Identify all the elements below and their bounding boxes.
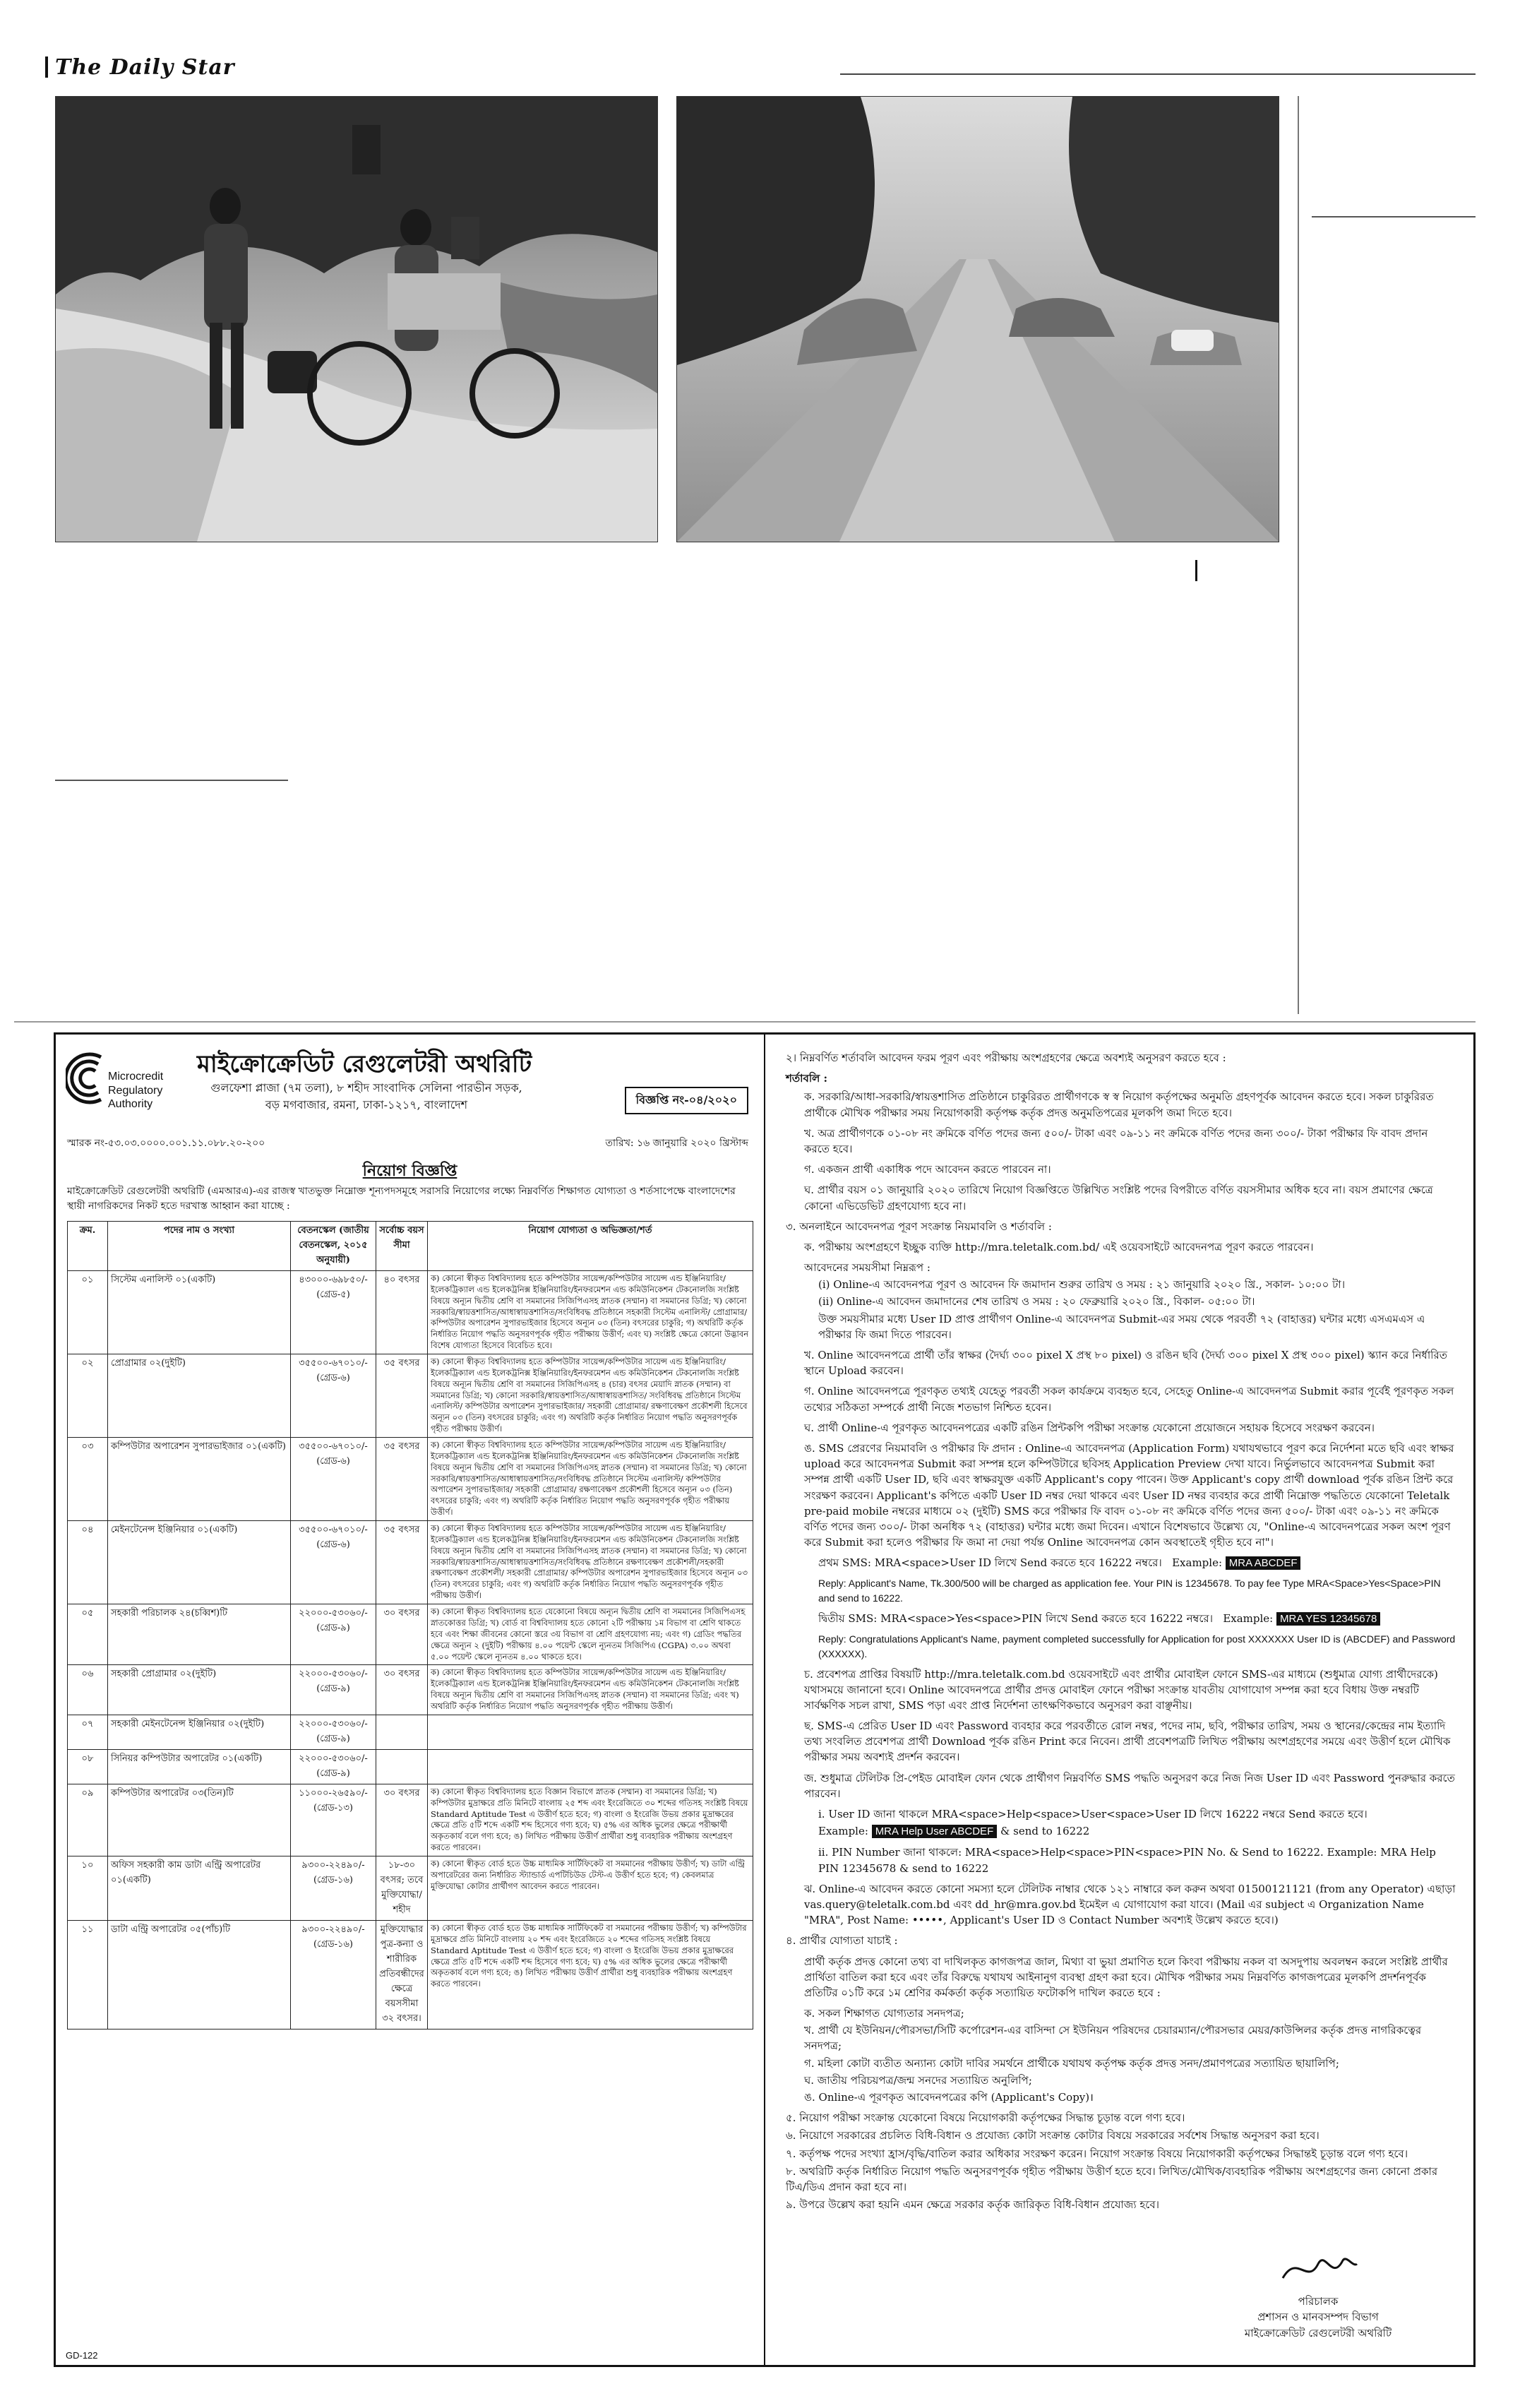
table-row bbox=[68, 1665, 753, 1715]
condition-ka: ক. সরকারি/আধা-সরকারি/স্বায়ত্তশাসিত প্রতিষ্ঠানে চাকুরিরত প্রার্থীগণকে স্ব স্ব নিয়োগ কর্তৃপক্ষের অনুমতি গ্রহণপূর্বক আবেদন করতে হবে। সকল চাকুরিরত প্রার্থীকে মৌখিক পরীক্ষার সময় নিয়োগকারী কর্তৃপক্ষ কর্তৃক প্রদত্ত অনুমতিপত্রের মূলকপি জমা দিতে হবে। bbox=[804, 1090, 1434, 1119]
header-requirements: নিয়োগ যোগ্যতা ও অভিজ্ঞতা/শর্ত bbox=[428, 1222, 753, 1271]
recovery-user-id: i. User ID জানা থাকলে MRA<space>Help<space>User<space>User ID লিখে 16222 নম্বরে Send করতে হবে। bbox=[818, 1808, 1368, 1820]
schedule-heading: আবেদনের সময়সীমা নিম্নরূপ : bbox=[804, 1261, 930, 1275]
schedule-start: (i) Online-এ আবেদনপত্র পূরণ ও আবেদন ফি জমাদান শুরুর তারিখ ও সময় : ২১ জানুয়ারি ২০২০ খ্রি., সকাল- ১০:০০ টা। bbox=[818, 1278, 1346, 1292]
condition-kha: খ. অত্র প্রার্থীগণকে ০১-০৮ নং ক্রমিকে বর্ণিত পদের জন্য ৫০০/- টাকা এবং ০৯-১১ নং ক্রমিকে বর্ণিত পদের জন্য ৩০০/- টাকা পরীক্ষার ফি বাবদ প্রদান করতে হবে। bbox=[804, 1126, 1428, 1155]
cell-scale: ৩৫৫০০-৬৭০১০/- (গ্রেড-৬) bbox=[291, 1438, 376, 1521]
photo-people-rickshaw bbox=[55, 96, 658, 542]
photo-rural-road bbox=[676, 96, 1279, 542]
table-row bbox=[68, 1271, 753, 1354]
clause-3-ka: ক. পরীক্ষায় অংশগ্রহণে ইচ্ছুক ব্যক্তি http://mra.teletalk.com.bd/ এই ওয়েবসাইটে আবেদনপত্র পূরণ করতে পারবেন। bbox=[804, 1240, 1314, 1253]
cell-serial: ০৫ bbox=[68, 1604, 108, 1665]
cell-scale: ১১০০০-২৬৫৯০/- (গ্রেড-১৩) bbox=[291, 1784, 376, 1856]
sms-second: দ্বিতীয় SMS: MRA<space>Yes<space>PIN লিখে Send করতে হবে 16222 নম্বরে। Example: MRA YES 12345678 bbox=[786, 1611, 1456, 1627]
cell-requirements: ক) কোনো স্বীকৃত বিশ্ববিদ্যালয় হতে বিজ্ঞান বিভাগে স্নাতক (সম্মান) বা সমমানের ডিগ্রি; খ) কম্পিউটার মুদ্রাক্ষরে প্রতি মিনিটে বাংলায় ২৫ শব্দ এবং ইংরেজিতে ৩০ শব্দের গতিসহ সংশ্লিষ্ট বিষয়ে Standard Aptitude Test এ উত্তীর্ণ হতে হবে; গ) বাংলা ও ইংরেজি উভয় প্রকার মুদ্রাক্ষরের ক্ষেত্রে প্রতি ৫টি শব্দে একটি শব্দ হিসেবে গণ্য হবে; ঘ) ৫% এর অধিক ভুলের ক্ষেত্রে পরীক্ষার্থী অকৃতকার্য বলে গণ্য হবে; ঙ) লিখিত পরীক্ষায় উত্তীর্ণ প্রার্থীরা শুধু ব্যবহারিক পরীক্ষায় অংশগ্রহণ করতে পারবেন। bbox=[428, 1784, 753, 1856]
cell-requirements bbox=[428, 1749, 753, 1784]
table-header-row bbox=[68, 1222, 753, 1271]
cell-requirements: ক) কোনো স্বীকৃত বিশ্ববিদ্যালয় হতে কম্পিউটার সায়েন্স/কম্পিউটার সায়েন্স এন্ড ইঞ্জিনিয়ারিং/ইলেকট্রিক্যাল এন্ড ইলেকট্রনিক্স ইঞ্জিনিয়ারিং/ইনফরমেশন এন্ড কমিউনিকেশন টেকনোলজি সংশ্লিষ্ট বিষয়ে অন্যূন দ্বিতীয় শ্রেণি বা সমমানের সিজিপিএসহ ৪ (চার) বৎসর মেয়াদি স্নাতক (সম্মান) বা সমমানের ডিগ্রি; খ) কোনো সরকারি/স্বায়ত্তশাসিত/আধাস্বায়ত্তশাসিত/ সংবিধিবদ্ধ প্রতিষ্ঠানে সিস্টেম এনালিস্ট/ কম্পিউটার অপারেশন সুপারভাইজার/ সহকারী প্রোগ্রামার/ রক্ষণাবেক্ষণ প্রকৌশলী হিসেবে অন্যূন ০৩ (তিন) বৎসরের চাকুরি; এবং গ) অথরিটি কর্তৃক নির্ধারিত নিয়োগ পদ্ধতি অনুসরণপূর্বক গৃহীত পরীক্ষায় উত্তীর্ণ। bbox=[428, 1354, 753, 1438]
masthead-divider bbox=[45, 56, 48, 78]
cell-age: ৩৫ বৎসর bbox=[376, 1521, 428, 1604]
table-row bbox=[68, 1749, 753, 1784]
cell-post: সহকারী মেইনটেনেন্স ইঞ্জিনিয়ার ০২(দুইটি) bbox=[108, 1715, 291, 1749]
clause-4-body: প্রার্থী কর্তৃক প্রদত্ত কোনো তথ্য বা দাখিলকৃত কাগজপত্র জাল, মিথ্যা বা ভুয়া প্রমাণিত হলে কিংবা পরীক্ষায় নকল বা অসদুপায় অবলম্বন করলে সংশ্লিষ্ট প্রার্থীর প্রার্থিতা বাতিল করা হবে এবং তাঁর বিরুদ্ধে যথাযথ আইনানুগ ব্যবস্থা গ্রহণ করা হবে। মৌখিক পরীক্ষার সময় নিম্নবর্ণিত কাগজপত্রের মূলকপি প্রদর্শনপূর্বক প্রতিটির ০১টি করে ১ম শ্রেণির কর্মকর্তা কর্তৃক সত্যায়িত ফটোকপি দাখিল করতে হবে : bbox=[804, 1955, 1448, 1999]
clause-3-jha: ঝ. Online-এ আবেদন করতে কোনো সমস্যা হলে টেলিটক নাম্বার থেকে ১২১ নাম্বারে কল করুন অথবা 01500121121 (from any Operator) এছাড়া vas.query@teletalk.com.bd এবং dd_hr@mra.gov.bd ইমেইল এ যোগাযোগ করা যাবে। (Mail এর subject এ Organization Name "MRA", Post Name: •••••, Applicant's User ID ও Contact Number অবশ্যই উল্লেখ করতে হবে।) bbox=[804, 1882, 1456, 1927]
condition-gha: ঘ. প্রার্থীর বয়স ০১ জানুয়ারি ২০২০ তারিখে নিয়োগ বিজ্ঞপ্তিতে উল্লিখিত সংশ্লিষ্ট পদের বিপরীতে বর্ণিত বয়সসীমার অধিক হবে না। বয়স প্রমাণের ক্ষেত্রে কোনো এভিডেভিট গ্রহণযোগ্য হবে না। bbox=[804, 1184, 1433, 1212]
cell-requirements: ক) কোনো স্বীকৃত বিশ্ববিদ্যালয় হতে যেকোনো বিষয়ে অন্যূন দ্বিতীয় শ্রেণি বা সমমানের সিজিপিএসহ স্নাতকোত্তর ডিগ্রি; খ) বোর্ড বা বিশ্ববিদ্যালয় হতে কোনো ২টি পরীক্ষায় ১ম বিভাগ বা শ্রেণি থাকতে হবে এবং শিক্ষা জীবনের কোনো স্তরে ৩য় বিভাগ বা শ্রেণি গ্রহণযোগ্য নয়; এবং গ) গ্রেডিং পদ্ধতির ক্ষেত্রে অন্যূন ২ (দুইটি) পরীক্ষায় ৪.০০ পয়েন্ট স্কেলে ন্যূনতম সিজিপিএ (CGPA) ৩.০০ অথবা ৫.০০ পয়েন্ট স্কেলে ন্যূনতম ৪.০০ থাকতে হবে। bbox=[428, 1604, 753, 1665]
cell-scale: ৯৩০০-২২৪৯০/- (গ্রেড-১৬) bbox=[291, 1920, 376, 2029]
table-row bbox=[68, 1604, 753, 1665]
memo-number: স্মারক নং-৫৩.০৩.০০০০.০০১.১১.০৮৮.২০-২০০ bbox=[67, 1138, 265, 1149]
sms-second-reply: Reply: Congratulations Applicant's Name, payment completed successfully for Application for post XXXXXXX User ID is (ABCDEF) and Password (XXXXXX). bbox=[818, 1633, 1456, 1659]
clause-3-ga: গ. Online আবেদনপত্রে পূরণকৃত তথ্যই যেহেতু পরবর্তী সকল কার্যক্রমে ব্যবহৃত হবে, সেহেতু Online-এ আবেদনপত্র Submit করার পূর্বেই পূরণকৃত সকল তথ্যের সঠিকতা সম্পর্কে প্রার্থী নিজে শতভাগ নিশ্চিত হবেন। bbox=[804, 1385, 1454, 1414]
header-scale: বেতনস্কেল (জাতীয় বেতনস্কেল, ২০১৫ অনুযায়ী) bbox=[291, 1222, 376, 1271]
cell-requirements: ক) কোনো স্বীকৃত বিশ্ববিদ্যালয় হতে কম্পিউটার সায়েন্স/কম্পিউটার সায়েন্স এন্ড ইঞ্জিনিয়ারিং/ইলেকট্রিক্যাল এন্ড ইলেকট্রনিক্স ইঞ্জিনিয়ারিং/ইনফরমেশন এন্ড কমিউনিকেশন টেকনোলজি সংশ্লিষ্ট বিষয়ে অন্যূন দ্বিতীয় শ্রেণি বা সমমানের সিজিপিএসহ স্নাতক (সম্মান) বা সমমানের ডিগ্রি; এবং খ) অথরিটি কর্তৃক নির্ধারিত নিয়োগ পদ্ধতি অনুসরণপূর্বক গৃহীত পরীক্ষায় উত্তীর্ণ। bbox=[428, 1665, 753, 1715]
cell-post: ডাটা এন্ট্রি অপারেটর ০৫(পাঁচ)টি bbox=[108, 1920, 291, 2029]
cell-scale: ৯৩০০-২২৪৯০/- (গ্রেড-১৬) bbox=[291, 1856, 376, 1920]
table-row bbox=[68, 1438, 753, 1521]
clause-3-cha: চ. প্রবেশপত্র প্রাপ্তির বিষয়টি http://mra.teletalk.com.bd ওয়েবসাইটে এবং প্রার্থীর মোবাইল ফোনে SMS-এর মাধ্যমে (শুধুমাত্র যোগ্য প্রার্থীদেরকে) যথাসময়ে জানানো হবে। Online আবেদনপত্রে প্রার্থীর প্রদত্ত মোবাইল ফোনে পরীক্ষা সংক্রান্ত যাবতীয় যোগাযোগ সম্পন্ন করা হবে বিধায় উক্ত নম্বরটি সার্বক্ষণিক সচল রাখা, SMS পড়া এবং প্রাপ্ত নির্দেশনা তাৎক্ষণিকভাবে অনুসরণ করা বাঞ্ছনীয়। bbox=[804, 1667, 1438, 1712]
masthead: The Daily Star bbox=[55, 55, 235, 80]
logo-text: Microcredit Regulatory Authority bbox=[108, 1071, 164, 1111]
clause-3-chha: ছ. SMS-এ প্রেরিত User ID এবং Password ব্যবহার করে পরবর্তীতে রোল নম্বর, পদের নাম, ছবি, পরীক্ষার তারিখ, সময় ও স্থানের/কেন্দ্রের নাম ইত্যাদি তথ্য সংবলিত প্রবেশপত্র প্রার্থী Download পূর্বক রঙিন Print করে নিবেন। প্রার্থী প্রবেশপত্রটি লিখিত পরীক্ষায় অংশগ্রহণের সময়ে এবং উত্তীর্ণ হলে মৌখিক পরীক্ষার সময় অবশ্যই প্রদর্শন করবেন। bbox=[804, 1719, 1451, 1764]
notice-date: তারিখ: ১৬ জানুয়ারি ২০২০ খ্রিস্টাব্দ bbox=[605, 1138, 748, 1149]
cell-scale: ২২০০০-৫৩০৬০/- (গ্রেড-৯) bbox=[291, 1749, 376, 1784]
clause-4-gha: ঘ. জাতীয় পরিচয়পত্র/জন্ম সনদের সত্যায়িত অনুলিপি; bbox=[804, 2073, 1032, 2087]
cell-serial: ০৩ bbox=[68, 1438, 108, 1521]
header-age: সর্বোচ্চ বয়স সীমা bbox=[376, 1222, 428, 1271]
table-row bbox=[68, 1715, 753, 1749]
sms-second-example-code: MRA YES 12345678 bbox=[1276, 1612, 1380, 1626]
job-advertisement bbox=[54, 1032, 1476, 2367]
cell-requirements: ক) কোনো স্বীকৃত বিশ্ববিদ্যালয় হতে কম্পিউটার সায়েন্স/কম্পিউটার সায়েন্স এন্ড ইঞ্জিনিয়ারিং/ইলেকট্রিক্যাল এন্ড ইলেকট্রনিক্স ইঞ্জিনিয়ারিং/ইনফরমেশন এন্ড কমিউনিকেশন টেকনোলজি সংশ্লিষ্ট বিষয়ে অন্যূন দ্বিতীয় শ্রেণি বা সমমানের সিজিপিএসহ স্নাতক (সম্মান) বা সমমানের ডিগ্রি; খ) কোনো সরকারি/স্বায়ত্তশাসিত/আধাস্বায়ত্তশাসিত/সংবিধিবদ্ধ প্রতিষ্ঠানে সহকারী সিস্টেম এনালিস্ট/ প্রোগ্রামার/কম্পিউটার অপারেশন সুপারভাইজার হিসেবে অন্যূন ০৩ (তিন) বৎসরের চাকুরি; গ) অথরিটি কর্তৃক নির্ধারিত নিয়োগ পদ্ধতি অনুসরণপূর্বক গৃহীত পরীক্ষায় উত্তীর্ণ; এবং ঘ) সংশ্লিষ্ট ক্ষেত্রে কোনো উদ্ভাবন বিশেষ যোগ্যতা হিসেবে বিবেচিত হবে। bbox=[428, 1271, 753, 1354]
cell-age bbox=[376, 1749, 428, 1784]
table-row bbox=[68, 1784, 753, 1856]
cell-scale: ২২০০০-৫৩০৬০/- (গ্রেড-৯) bbox=[291, 1665, 376, 1715]
clause-3-kha: খ. Online আবেদনপত্রে প্রার্থী তাঁর স্বাক্ষর (দৈর্ঘ্য ৩০০ pixel X প্রস্থ ৮০ pixel) ও রঙিন ছবি (দৈর্ঘ্য ৩০০ pixel X প্রস্থ ৩০০ pixel) স্ক্যান করে নির্ধারিত স্থানে Upload করবেন। bbox=[804, 1349, 1447, 1378]
cell-serial: ০২ bbox=[68, 1354, 108, 1438]
cell-serial: ০১ bbox=[68, 1271, 108, 1354]
cell-age: ৩৫ বৎসর bbox=[376, 1354, 428, 1438]
cell-age: ৩০ বৎসর bbox=[376, 1604, 428, 1665]
cell-serial: ১০ bbox=[68, 1856, 108, 1920]
cell-requirements: ক) কোনো স্বীকৃত বিশ্ববিদ্যালয় হতে কম্পিউটার সায়েন্স/কম্পিউটার সায়েন্স এন্ড ইঞ্জিনিয়ারিং/ইলেকট্রিক্যাল এন্ড ইলেকট্রনিক্স ইঞ্জিনিয়ারিং/ইনফরমেশন এন্ড কমিউনিকেশন টেকনোলজি সংশ্লিষ্ট বিষয়ে অন্যূন দ্বিতীয় শ্রেণি বা সমমানের সিজিপিএসহ স্নাতক (সম্মান) বা সমমানের ডিগ্রি; খ) কোনো সরকারি/স্বায়ত্তশাসিত/আধাস্বায়ত্তশাসিত/সংবিধিবদ্ধ প্রতিষ্ঠানে সিস্টেম এনালিস্ট/ কম্পিউটার অপারেশন সুপারভাইজার/ সহকারী প্রোগ্রামার/ রক্ষণাবেক্ষণ প্রকৌশলী হিসেবে অন্যূন ০৩ (তিন) বৎসরের চাকুরি; এবং গ) অথরিটি কর্তৃক নির্ধারিত নিয়োগ পদ্ধতি অনুসরণপূর্বক গৃহীত পরীক্ষায় উত্তীর্ণ। bbox=[428, 1438, 753, 1521]
clause-5: ৫. নিয়োগ পরীক্ষা সংক্রান্ত যেকোনো বিষয়ে নিয়োগকারী কর্তৃপক্ষের সিদ্ধান্ত চূড়ান্ত বলে গণ্য হবে। bbox=[786, 2111, 1185, 2125]
signature-icon bbox=[1276, 2246, 1360, 2289]
clause-4-kha: খ. প্রার্থী যে ইউনিয়ন/পৌরসভা/সিটি কর্পোরেশন-এর বাসিন্দা সে ইউনিয়ন পরিষদের চেয়ারম্যান/পৌরসভার মেয়র/কাউন্সিলর কর্তৃক প্রদত্ত নাগরিকত্বের সনদপত্র; bbox=[804, 2024, 1422, 2053]
column-rule bbox=[1298, 96, 1299, 1014]
table-row bbox=[68, 1354, 753, 1438]
cell-requirements: ক) কোনো স্বীকৃত বিশ্ববিদ্যালয় হতে কম্পিউটার সায়েন্স/কম্পিউটার সায়েন্স এন্ড ইঞ্জিনিয়ারিং/ইলেকট্রিক্যাল এন্ড ইলেকট্রনিক্স ইঞ্জিনিয়ারিং/ইনফরমেশন এন্ড কমিউনিকেশন টেকনোলজি সংশ্লিষ্ট বিষয়ে অন্যূন দ্বিতীয় শ্রেণি বা সমমানের সিজিপিএসহ স্নাতক (সম্মান) বা সমমানের ডিগ্রি; খ) কোনো সরকারি/স্বায়ত্তশাসিত/আধাস্বায়ত্তশাসিত/সংবিধিবদ্ধ প্রতিষ্ঠানে রক্ষণাবেক্ষণ প্রকৌশলী/সহকারী রক্ষণাবেক্ষণ প্রকৌশলী/ সহকারী প্রোগ্রামার/ কম্পিউটার অপারেশন সুপারভাইজার হিসেবে অন্যূন ০৩ (তিন) বৎসরের চাকুরি; এবং গ) অথরিটি কর্তৃক নির্ধারিত নিয়োগ পদ্ধতি অনুসরণপূর্বক গৃহীত পরীক্ষায় উত্তীর্ণ। bbox=[428, 1521, 753, 1604]
cell-scale: ২২০০০-৫৩০৬০/- (গ্রেড-৯) bbox=[291, 1604, 376, 1665]
ad-right-column bbox=[769, 1035, 1473, 2365]
table-row bbox=[68, 1920, 753, 2029]
cell-post: কম্পিউটার অপারেশন সুপারভাইজার ০১(একটি) bbox=[108, 1438, 291, 1521]
organization-address: গুলফেশা প্লাজা (৭ম তলা), ৮ শহীদ সাংবাদিক সেলিনা পারভীন সড়ক, বড় মগবাজার, রমনা, ঢাকা-১২১৭, বাংলাদেশ bbox=[210, 1081, 522, 1111]
schedule-note: উক্ত সময়সীমার মধ্যে User ID প্রাপ্ত প্রার্থীগণ Online-এ আবেদনপত্র Submit-এর সময় থেকে পরবর্তী ৭২ (বাহাত্তর) ঘন্টার মধ্যে এসএমএস এ পরীক্ষার ফি জমা দিতে পারবেন। bbox=[818, 1312, 1425, 1341]
cell-age bbox=[376, 1715, 428, 1749]
cell-serial: ০৬ bbox=[68, 1665, 108, 1715]
cell-age: ৩০ বৎসর bbox=[376, 1665, 428, 1715]
notice-heading: নিয়োগ বিজ্ঞপ্তি bbox=[362, 1162, 457, 1180]
schedule-end: (ii) Online-এ আবেদন জমাদানের শেষ তারিখ ও সময় : ২০ ফেব্রুয়ারি ২০২০ খ্রি., বিকাল- ০৫:০০ টা। bbox=[818, 1295, 1255, 1309]
signatory-dept: প্রশাসন ও মানবসম্পদ বিভাগ bbox=[1257, 2311, 1379, 2323]
cell-age: ৪০ বৎসর bbox=[376, 1271, 428, 1354]
sms-first-example-code: MRA ABCDEF bbox=[1226, 1556, 1301, 1570]
notice-number: বিজ্ঞপ্তি নং-০৪/২০২০ bbox=[625, 1087, 748, 1114]
clause-3-gha: ঘ. প্রার্থী Online-এ পূরণকৃত আবেদনপত্রের একটি রঙিন প্রিন্টকপি পরীক্ষা সংক্রান্ত যেকোনো প্রয়োজনে সহায়ক হিসেবে সংরক্ষণ করবেন। bbox=[804, 1421, 1375, 1434]
clause-4: ৪. প্রার্থীর যোগ্যতা যাচাই : bbox=[786, 1934, 898, 1948]
cell-post: অফিস সহকারী কাম ডাটা এন্ট্রি অপারেটর ০১(একটি) bbox=[108, 1856, 291, 1920]
signatory-org: মাইক্রোক্রেডিট রেগুলেটরী অথরিটি bbox=[1244, 2326, 1392, 2340]
clause-7: ৭. কর্তৃপক্ষ পদের সংখ্যা হ্রাস/বৃদ্ধি/বাতিল করার অধিকার সংরক্ষণ করেন। নিয়োগ সংক্রান্ত বিষয়ে নিয়োগকারী কর্তৃপক্ষের সিদ্ধান্তই চূড়ান্ত বলে গণ্য হবে। bbox=[786, 2147, 1408, 2160]
clause-8: ৮. অথরিটি কর্তৃক নির্ধারিত নিয়োগ পদ্ধতি অনুসরণপূর্বক গৃহীত পরীক্ষায় উত্তীর্ণ হতে হবে। লিখিত/মৌখিক/ব্যবহারিক পরীক্ষায় অংশগ্রহণের জন্য কোনো প্রকার টিএ/ডিএ প্রদান করা হবে না। bbox=[786, 2164, 1438, 2193]
cell-post: কম্পিউটার অপারেটর ০৩(তিন)টি bbox=[108, 1784, 291, 1856]
clause-2: ২। নিম্নবর্ণিত শর্তাবলি আবেদন ফরম পূরণ এবং পরীক্ষায় অংশগ্রহণের ক্ষেত্রে অবশ্যই অনুসরণ করতে হবে : bbox=[786, 1051, 1226, 1064]
ad-left-column bbox=[56, 1035, 765, 2365]
gd-number: GD-122 bbox=[66, 2350, 98, 2361]
cell-serial: ০৯ bbox=[68, 1784, 108, 1856]
cell-serial: ০৪ bbox=[68, 1521, 108, 1604]
cell-post: প্রোগ্রামার ০২(দুইটি) bbox=[108, 1354, 291, 1438]
clause-6: ৬. নিয়োগে সরকারের প্রচলিত বিধি-বিধান ও প্রযোজ্য কোটা সংক্রান্ত কোটার বিষয়ে সরকারের সর্বশেষ সিদ্ধান্ত অনুসরণ করা হবে। bbox=[786, 2129, 1319, 2142]
section-divider bbox=[14, 1021, 1476, 1023]
clause-9: ৯. উপরে উল্লেখ করা হয়নি এমন ক্ষেত্রে সরকার কর্তৃক জারিকৃত বিধি-বিধান প্রযোজ্য হবে। bbox=[786, 2198, 1160, 2212]
cell-age: ৩০ বৎসর bbox=[376, 1784, 428, 1856]
cell-serial: ১১ bbox=[68, 1920, 108, 2029]
cell-scale: ৪৩০০০-৬৯৮৫০/- (গ্রেড-৫) bbox=[291, 1271, 376, 1354]
column-divider bbox=[1312, 216, 1476, 217]
cell-post: মেইনটেনেন্স ইঞ্জিনিয়ার ০১(একটি) bbox=[108, 1521, 291, 1604]
cell-scale: ২২০০০-৫৩০৬০/- (গ্রেড-৯) bbox=[291, 1715, 376, 1749]
signatory-role: পরিচালক bbox=[1298, 2294, 1339, 2308]
clause-3: ৩. অনলাইনে আবেদনপত্র পূরণ সংক্রান্ত নিয়মাবলি ও শর্তাবলি : bbox=[786, 1220, 1052, 1233]
cell-age: ৩৫ বৎসর bbox=[376, 1438, 428, 1521]
column-mark bbox=[1195, 560, 1197, 581]
recovery-example-code: MRA Help User ABCDEF bbox=[872, 1825, 998, 1838]
cell-age: ১৮-৩০ বৎসর; তবে মুক্তিযোদ্ধা/শহীদ bbox=[376, 1856, 428, 1920]
cell-post: সহকারী প্রোগ্রামার ০২(দুইটি) bbox=[108, 1665, 291, 1715]
clause-4-nga: ঙ. Online-এ পূরণকৃত আবেদনপত্রের কপি (Applicant's Copy)। bbox=[804, 2091, 1094, 2104]
notice-intro: মাইক্রোক্রেডিট রেগুলেটরী অথরিটি (এমআরএ)-এর রাজস্ব খাতভুক্ত নিম্নোক্ত শূন্যপদসমূহে সরাসরি নিয়োগের লক্ষ্যে নিম্নবর্ণিত শিক্ষাগত যোগ্যতা ও শর্তসাপেক্ষে বাংলাদেশের স্থায়ী নাগরিকদের নিকট হতে দরখাস্ত আহ্বান করা যাচ্ছে : bbox=[67, 1186, 736, 1212]
header-post: পদের নাম ও সংখ্যা bbox=[108, 1222, 291, 1271]
clause-4-ka: ক. সকল শিক্ষাগত যোগ্যতার সনদপত্র; bbox=[804, 2007, 964, 2020]
clause-3-ja: জ. শুধুমাত্র টেলিটক প্রি-পেইড মোবাইল ফোন থেকে প্রার্থীগণ নিম্নবর্ণিত SMS পদ্ধতি অনুসরণ করে নিজ নিজ User ID এবং Password পুনরুদ্ধার করতে পারবেন। bbox=[804, 1771, 1455, 1800]
article-divider bbox=[55, 780, 288, 781]
cell-serial: ০৮ bbox=[68, 1749, 108, 1784]
recovery-user-id-example: Example: MRA Help User ABCDEF & send to 16222 bbox=[818, 1825, 1090, 1838]
header-serial: ক্রম. bbox=[68, 1222, 108, 1271]
sms-first: প্রথম SMS: MRA<space>User ID লিখে Send করতে হবে 16222 নম্বরে। Example: MRA ABCDEF bbox=[786, 1555, 1456, 1571]
clause-3-nga: ঙ. SMS প্রেরণের নিয়মাবলি ও পরীক্ষার ফি প্রদান : Online-এ আবেদনপত্র (Application Form) যথাযথভাবে পূরণ করে নির্দেশনা মতে ছবি এবং স্বাক্ষর upload করে আবেদনপত্র Submit করা সম্পন্ন হলে কম্পিউটারে ছবিসহ Application Preview দেখা যাবে। নির্ভুলভাবে আবেদনপত্র Submit করা সম্পন্ন প্রার্থী একটি User ID, ছবি এবং স্বাক্ষরযুক্ত একটি Applicant's copy পাবেন। উক্ত Applicant's copy প্রার্থী download পূর্বক রঙিন প্রিন্ট করে সংরক্ষণ করবেন। Applicant's কপিতে একটি User ID নম্বর দেয়া থাকবে এবং User ID নম্বর ব্যবহার করে প্রার্থী নিম্নোক্ত পদ্ধতিতে যেকোনো Teletalk pre-paid mobile নম্বরের মাধ্যমে ০২ (দুইটি) SMS করে পরীক্ষার ফি বাবদ ০১-০৮ নং ক্রমিকে বর্ণিত পদের জন্য ৫০০/- টাকা এবং ০৯-১১ নং ক্রমিকে বর্ণিত পদের জন্য ৩০০/- টাকা অনধিক ৭২ (বাহাত্তর) ঘন্টার মধ্যে জমা দিবেন। এখানে বিশেষভাবে উল্লেখ্য যে, "Online-এ আবেদনপত্রের সকল অংশ পূরণ করে Submit করা হলেও পরীক্ষার ফি জমা না দেয়া পর্যন্ত Online আবেদনপত্র কোন অবস্থাতেই গৃহীত হবে না"। bbox=[804, 1441, 1454, 1549]
posts-table bbox=[67, 1221, 753, 2029]
clause-4-ga: গ. মহিলা কোটা ব্যতীত অন্যান্য কোটা দাবির সমর্থনে প্রার্থীকে যথাযথ কর্তৃপক্ষ কর্তৃক প্রদত্ত সনদ/প্রমাণপত্রের সত্যায়িত ছায়ালিপি; bbox=[804, 2056, 1339, 2070]
cell-serial: ০৭ bbox=[68, 1715, 108, 1749]
cell-post: সিস্টেম এনালিস্ট ০১(একটি) bbox=[108, 1271, 291, 1354]
conditions-heading: শর্তাবলি : bbox=[786, 1072, 828, 1085]
cell-requirements: ক) কোনো স্বীকৃত বোর্ড হতে উচ্চ মাধ্যমিক সার্টিফিকেট বা সমমানের পরীক্ষায় উত্তীর্ণ; খ) ডাটা এন্ট্রি অপারেটরের জন্য নির্ধারিত স্ট্যান্ডার্ড এপটিচিউড টেস্ট-এ উত্তীর্ণ হতে হবে; গ) কেবলমাত্র মুক্তিযোদ্ধা কোটার প্রার্থীগণ আবেদন করতে পারবেন। bbox=[428, 1856, 753, 1920]
cell-requirements: ক) কোনো স্বীকৃত বোর্ড হতে উচ্চ মাধ্যমিক সার্টিফিকেট বা সমমানের পরীক্ষায় উত্তীর্ণ; খ) কম্পিউটার মুদ্রাক্ষরে প্রতি মিনিটে বাংলায় ২০ শব্দ এবং ইংরেজিতে ২০ শব্দের গতিসহ সংশ্লিষ্ট বিষয়ে Standard Aptitude Test এ উত্তীর্ণ হতে হবে; গ) বাংলা ও ইংরেজি উভয় প্রকার মুদ্রাক্ষরের ক্ষেত্রে প্রতি ৫টি শব্দে একটি শব্দ হিসেবে গণ্য হবে; ঘ) ৫% এর অধিক ভুলের ক্ষেত্রে পরীক্ষার্থী অকৃতকার্য বলে গণ্য হবে; ঙ) লিখিত পরীক্ষায় উত্তীর্ণ প্রার্থীরা শুধু ব্যবহারিক পরীক্ষায় অংশগ্রহণ করতে পারবেন। bbox=[428, 1920, 753, 2029]
cell-age: মুক্তিযোদ্ধার পুত্র-কন্যা ও শারীরিক প্রতিবন্ধীদের ক্ষেত্রে বয়সসীমা ৩২ বৎসর। bbox=[376, 1920, 428, 2029]
top-rule bbox=[840, 73, 1476, 75]
table-row bbox=[68, 1521, 753, 1604]
sms-first-reply: Reply: Applicant's Name, Tk.300/500 will be charged as application fee. Your PIN is 12345678. To pay fee Type MRA<Space>Yes<Space>PIN and send to 16222. bbox=[818, 1578, 1441, 1604]
cell-scale: ৩৫৫০০-৬৭০১০/- (গ্রেড-৬) bbox=[291, 1521, 376, 1604]
recovery-pin: ii. PIN Number জানা থাকলে: MRA<space>Help<space>PIN<space>PIN No. & Send to 16222. Example: MRA Help PIN 12345678 & send to 16222 bbox=[818, 1846, 1436, 1875]
mra-logo bbox=[66, 1050, 172, 1135]
condition-ga: গ. একজন প্রার্থী একাধিক পদে আবেদন করতে পারবেন না। bbox=[804, 1163, 1051, 1176]
organization-name: মাইক্রোক্রেডিট রেগুলেটরী অথরিটি bbox=[197, 1050, 532, 1078]
cell-post: সিনিয়র কম্পিউটার অপারেটর ০১(একটি) bbox=[108, 1749, 291, 1784]
cell-post: সহকারী পরিচালক ২৪(চব্বিশ)টি bbox=[108, 1604, 291, 1665]
cell-scale: ৩৫৫০০-৬৭০১০/- (গ্রেড-৬) bbox=[291, 1354, 376, 1438]
table-row bbox=[68, 1856, 753, 1920]
cell-requirements bbox=[428, 1715, 753, 1749]
signature-block bbox=[1191, 2246, 1445, 2341]
